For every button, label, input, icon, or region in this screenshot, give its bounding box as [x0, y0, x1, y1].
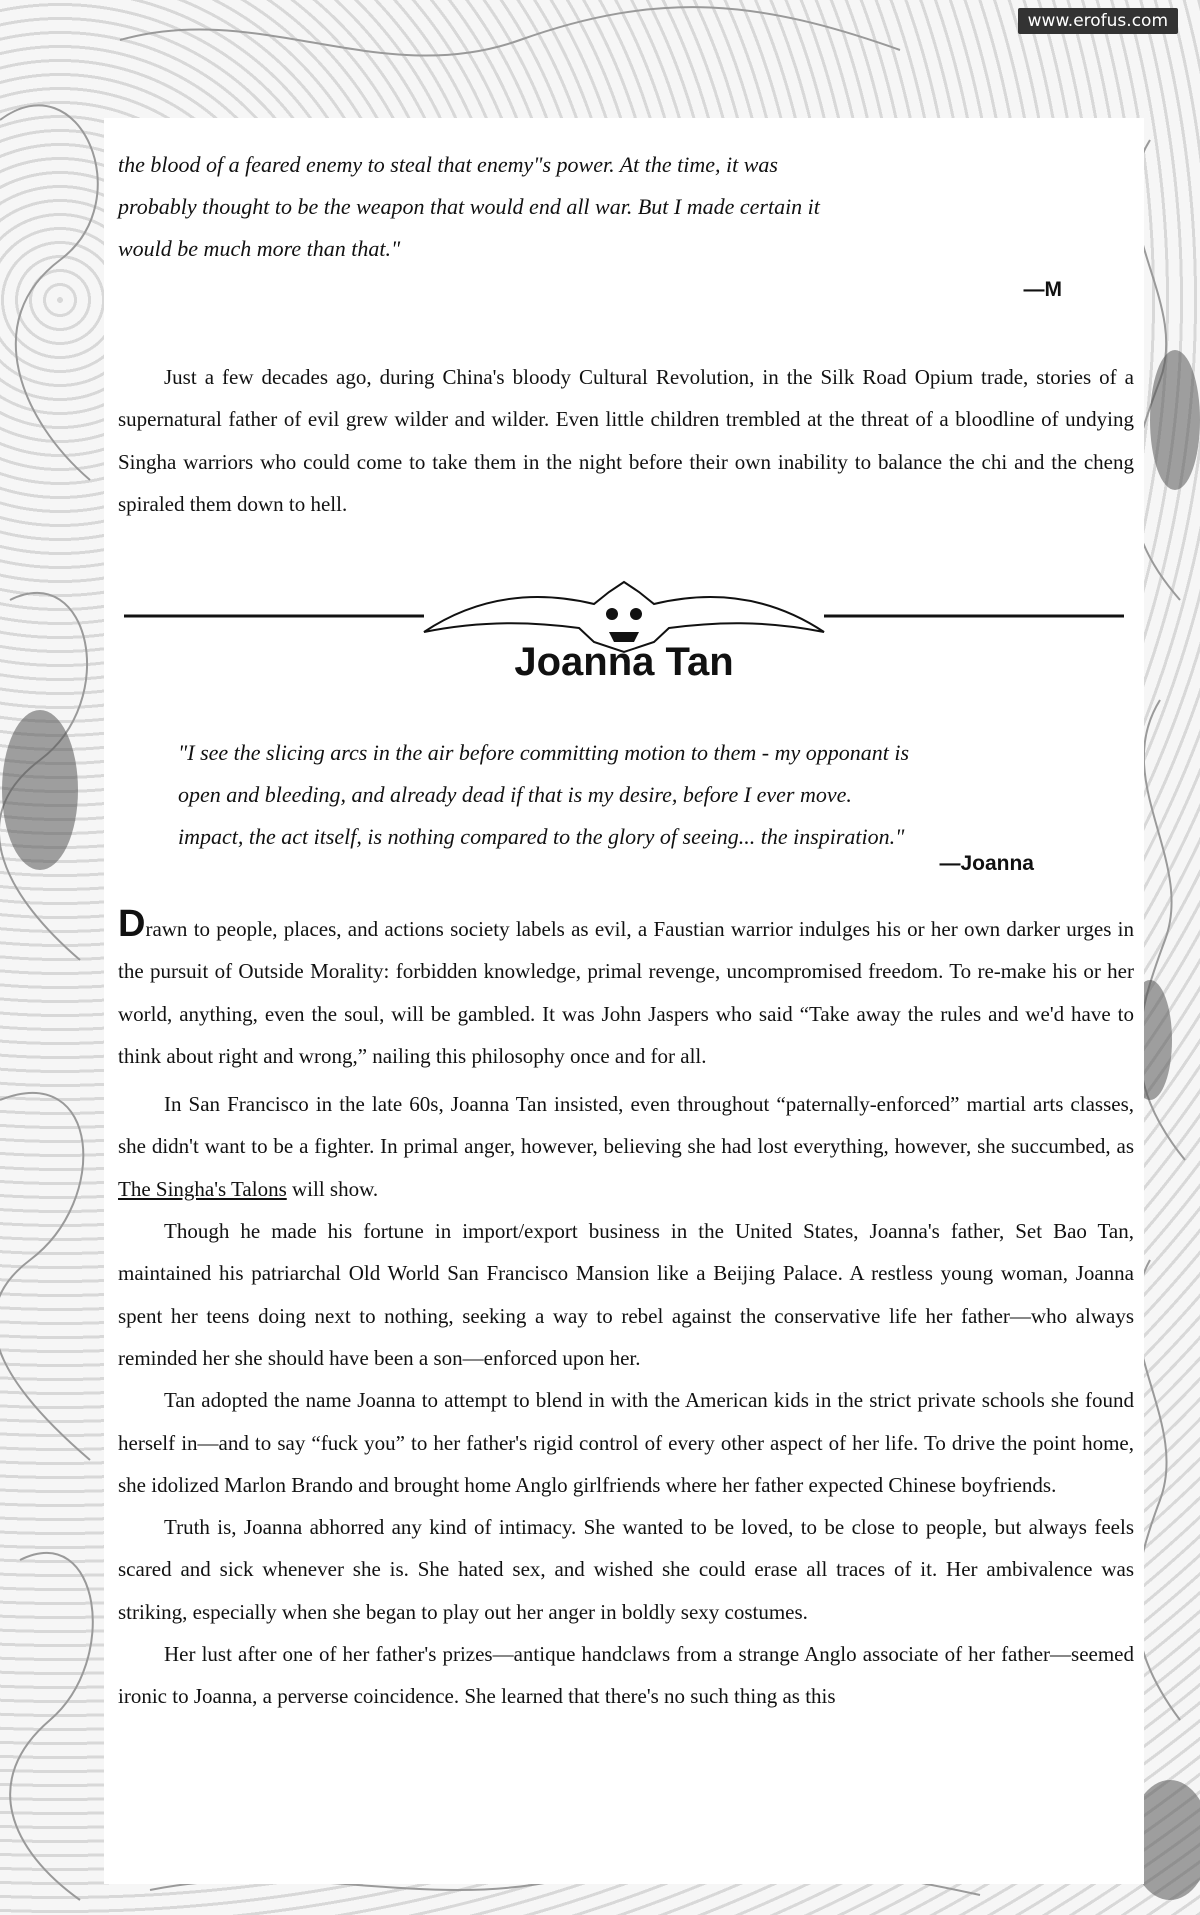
- paragraph-text: In San Francisco in the late 60s, Joanna Tan insisted, even throughout “paternally-enforced” martial arts classes, she didn't want to be a fighter. In primal anger, however, believing she had lost everything, however, she succumbed, as: [118, 1092, 1134, 1159]
- paragraph: [118, 903, 1134, 1077]
- intro-paragraph: Just a few decades ago, during China's bloody Cultural Revolution, in the Silk Road Opium trade, stories of a supernatural father of evil grew wilder and wilder. Even little children trembled at the threat of a bloodline of undying Singha warriors who could come to take them in the night before their own inability to balance the chi and the cheng spiraled them down to hell.: [118, 365, 1134, 516]
- quote-attribution: —M: [1023, 278, 1062, 301]
- section-title: Joanna Tan: [514, 640, 734, 684]
- paragraph: [118, 1083, 1134, 1210]
- quote-line: the blood of a feared enemy to steal that enemy"s power. At the time, it was: [118, 152, 778, 177]
- text-panel: [104, 118, 1144, 1884]
- paragraph: Tan adopted the name Joanna to attempt to blend in with the American kids in the strict private schools she found herself in—and to say “fuck you” to her father's rigid control of every other aspect of her life. To drive the point home, she idolized Marlon Brando and brought home Anglo girlfriends where her father expected Chinese boyfriends.: [118, 1388, 1134, 1497]
- watermark-badge: www.erofus.com: [1018, 8, 1178, 34]
- quote-line: impact, the act itself, is nothing compared to the glory of seeing... the inspiration.": [178, 824, 905, 849]
- book-title-link[interactable]: The Singha's Talons: [118, 1176, 287, 1201]
- body-text-block: [118, 903, 1134, 1718]
- paragraph-text: will show.: [286, 1176, 379, 1201]
- quote-line: "I see the slicing arcs in the air before committing motion to them - my opponant is: [178, 740, 910, 765]
- quote-m-block: [118, 144, 1134, 302]
- paragraph: Her lust after one of her father's prizes—antique handclaws from a strange Anglo associate of her father—seemed ironic to Joanna, a perverse coincidence. She learned that there's no such thing as this: [118, 1642, 1134, 1709]
- paragraph: Though he made his fortune in import/export business in the United States, Joanna's father, Set Bao Tan, maintained his patriarchal Old World San Francisco Mansion like a Beijing Palace. A restless young woman, Joanna spent her teens doing next to nothing, seeking a way to rebel against the conservative life her father—who always reminded her she should have been a son—enforced upon her.: [118, 1219, 1134, 1370]
- intro-paragraph-block: [118, 356, 1134, 525]
- paragraph-text: rawn to people, places, and actions society labels as evil, a Faustian warrior indulges his or her own darker urges in the pursuit of Outside Morality: forbidden knowledge, primal revenge, uncompromised freedom. To re-make his or her world, anything, even the soul, will be gambled. It was John Jaspers who said “Take away the rules and we'd have to think about right and wrong,” nailing this philosophy once and for all.: [118, 917, 1134, 1068]
- drop-cap: D: [118, 903, 146, 945]
- quote-attribution: —Joanna: [939, 852, 1034, 875]
- quote-joanna-block: [178, 732, 1034, 876]
- quote-line: open and bleeding, and already dead if that is my desire, before I ever move.: [178, 782, 852, 807]
- paragraph: Truth is, Joanna abhorred any kind of intimacy. She wanted to be loved, to be close to people, but always feels scared and sick whenever she is. She hated sex, and wished she could erase all traces of it. Her ambivalence was striking, especially when she began to play out her anger in boldly sexy costumes.: [118, 1515, 1134, 1624]
- quote-line: would be much more than that.": [118, 236, 401, 261]
- quote-line: probably thought to be the weapon that would end all war. But I made certain it: [118, 194, 820, 219]
